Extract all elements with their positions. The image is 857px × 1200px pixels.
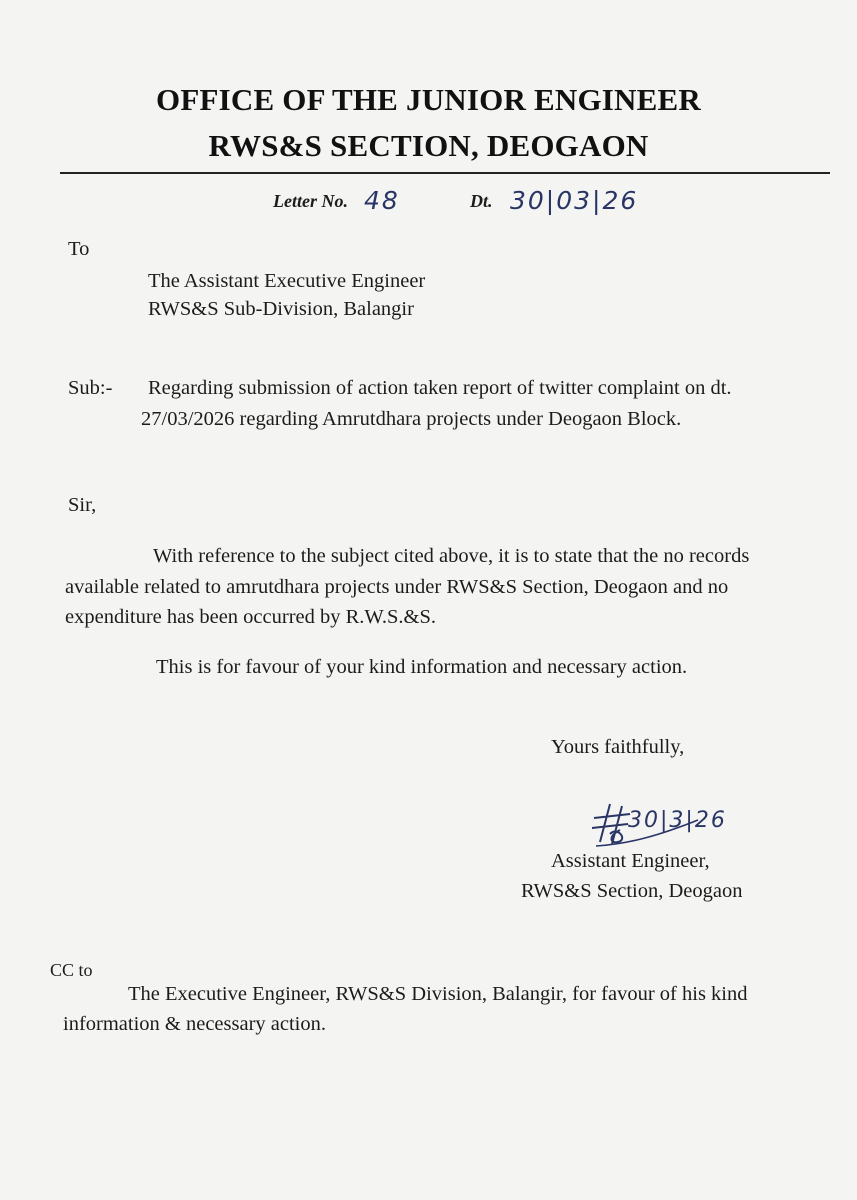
cc-label: CC to [50,960,93,980]
recipient-title: The Assistant Executive Engineer [148,270,426,292]
body-para1-line1: With reference to the subject cited above, it is to state that the no records [153,545,750,567]
subject-label: Sub:- [68,377,113,399]
subject-line-2: 27/03/2026 regarding Amrutdhara projects under Deogaon Block. [141,408,682,430]
body-para2: This is for favour of your kind information and necessary action. [156,656,688,678]
salutation: Sir, [68,494,97,516]
body-para1-line2: available related to amrutdhara projects under RWS&S Section, Deogaon and no [65,576,729,598]
date-label: Dt. [470,191,493,211]
recipient-office: RWS&S Sub-Division, Balangir [148,298,414,320]
signatory-designation: Assistant Engineer, [551,850,710,872]
closing-yours-faithfully: Yours faithfully, [551,736,685,758]
cc-line-1: The Executive Engineer, RWS&S Division, Balangir, for favour of his kind [128,983,748,1005]
section-title: RWS&S SECTION, DEOGAON [208,128,649,163]
body-para1-line3: expenditure has been occurred by R.W.S.&S. [65,606,437,628]
office-title: OFFICE OF THE JUNIOR ENGINEER [156,82,701,117]
signatory-office: RWS&S Section, Deogaon [521,880,743,902]
subject-line-1: Regarding submission of action taken report of twitter complaint on dt. [148,377,732,399]
header-divider [60,172,830,174]
cc-line-2: information & necessary action. [63,1013,326,1035]
to-label: To [68,238,90,260]
letter-number-label: Letter No. [273,191,348,211]
letter-number-value: 48 [364,186,400,215]
signature-date: 30|3|26 [628,808,727,833]
date-value: 30|03|26 [510,186,639,215]
